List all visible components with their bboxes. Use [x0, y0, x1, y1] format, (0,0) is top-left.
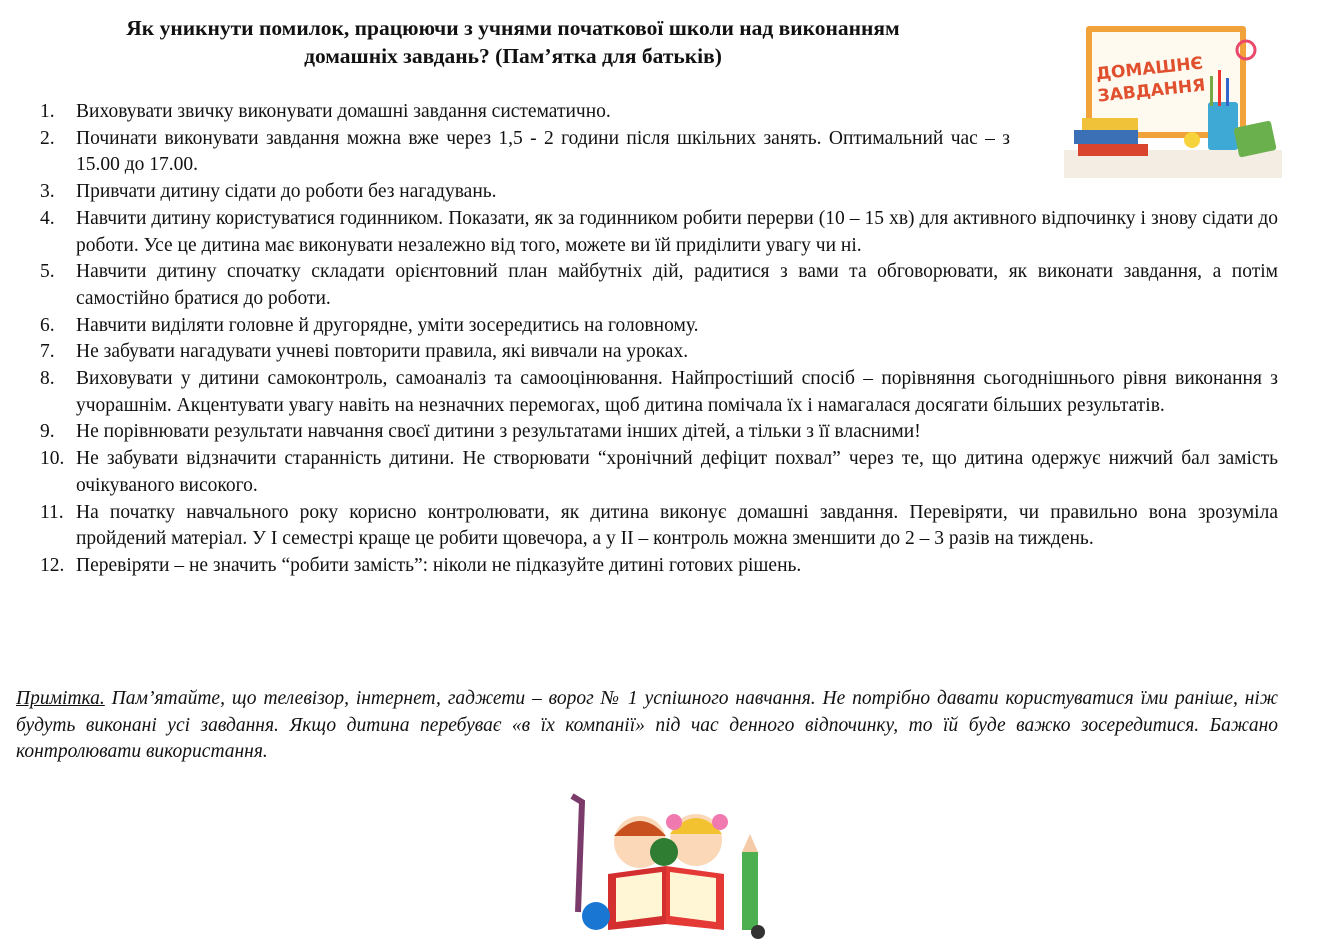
list-item: 11. На початку навчального року корисно контролювати, як дитина виконує домашні завдання. Перевіряти, чи правильно вона зрозуміла пройдений матеріал. У І семестрі краще це робити щовечора, а у ІІ – контроль можна зменшити до 2 – 3 разів на тиждень.	[40, 501, 1278, 550]
page-title	[18, 14, 1008, 70]
tips-list	[40, 99, 1278, 580]
svg-text:ЗАВДАННЯ: ЗАВДАННЯ	[1096, 75, 1207, 107]
list-item: 7. Не забувати нагадувати учневі повторити правила, які вивчали на уроках.	[40, 341, 689, 363]
svg-text:ДОМАШНЄ: ДОМАШНЄ	[1095, 53, 1204, 85]
list-item: 2. Починати виконувати завдання можна вже через 1,5 - 2 години після шкільних занять. Оптимальний час – з 15.00 до 17.00.	[40, 127, 1010, 176]
title-line-1: Як уникнути помилок, працюючи з учнями початкової школи над виконанням	[126, 16, 900, 40]
list-item: 12. Перевіряти – не значить “робити замість”: ніколи не підказуйте дитині готових рішень.	[40, 554, 802, 576]
note-label: Примітка.	[16, 688, 105, 709]
note-text: Пам’ятайте, що телевізор, інтернет, гаджети – ворог № 1 успішного навчання. Не потрібно давати користуватися їми раніше, ніж будуть виконані усі завдання. Якщо дитина перебуває «в їх компанії» під час денного відпочинку, то їй буде важко зосередитися. Бажано контролювати використання.	[16, 688, 1278, 762]
note-paragraph	[16, 686, 1278, 766]
list-item: 6. Навчити виділяти головне й другорядне, уміти зосередитись на головному.	[40, 314, 699, 336]
list-item: 8. Виховувати у дитини самоконтроль, самоаналіз та самооцінювання. Найпростіший спосіб – порівняння сьогоднішнього рівня виконання з учорашнім. Акцентувати увагу навіть на незначних перемогах, щоб дитина помічала їх і намагалася досягати більших результатів.	[40, 368, 1278, 416]
list-item: 9. Не порівнювати результати навчання своєї дитини з результатами інших дітей, а тільки з її власними!	[40, 421, 921, 443]
list-item: 4. Навчити дитину користуватися годинником. Показати, як за годинником робити перерви (10 – 15 хв) для активного відпочинку і знову сідати до роботи. Усе це дитина має виконувати незалежно від того, можете ви їй приділити увагу чи ні.	[40, 207, 1278, 256]
list-item: 10. Не забувати відзначити старанність дитини. Не створювати “хронічний дефіцит похвал” через те, що дитина одержує нижчий бал замість очікуваного високого.	[40, 448, 1278, 496]
title-line-2: домашніх завдань? (Пам’ятка для батьків)	[304, 44, 722, 68]
list-item: 5. Навчити дитину спочатку складати орієнтовний план майбутніх дій, радитися з вами та обговорювати, як виконати завдання, а потім самостійно братися до роботи.	[40, 261, 1278, 309]
list-item: 3. Привчати дитину сідати до роботи без нагадувань.	[40, 181, 497, 203]
list-item: 1. Виховувати звичку виконувати домашні завдання систематично.	[40, 101, 611, 122]
kids-reading-illustration-icon	[552, 792, 784, 940]
